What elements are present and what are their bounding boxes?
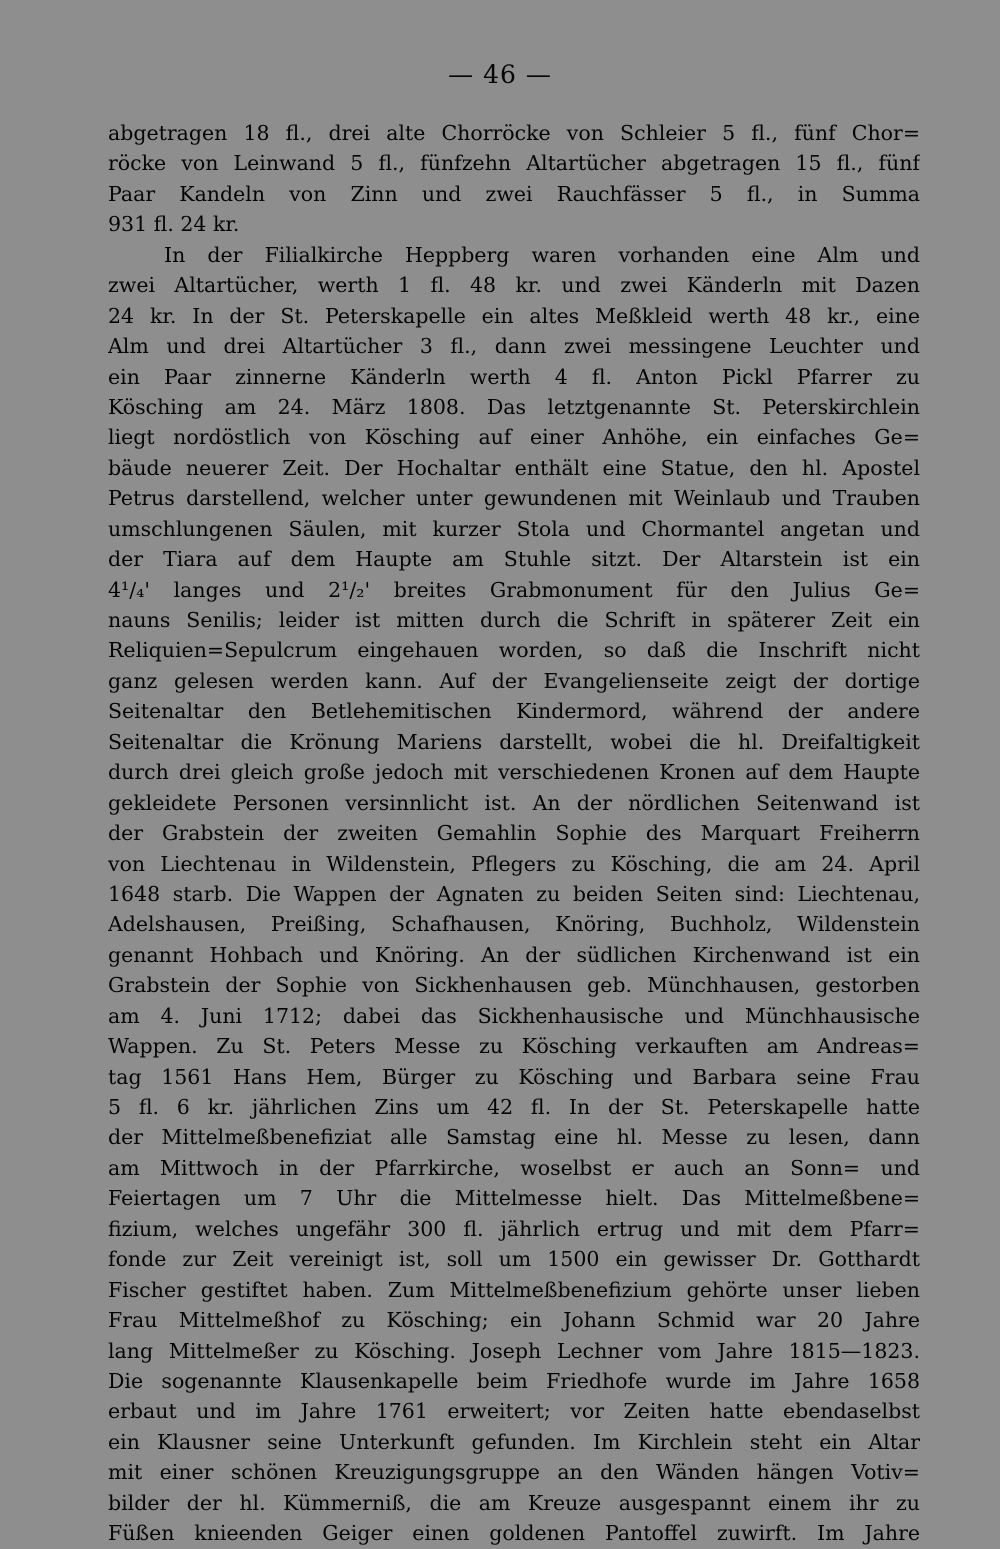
text-line: zwei Altartücher, werth 1 fl. 48 kr. und zwei Känderln mit Dazen xyxy=(108,273,920,298)
text-line: Die sogenannte Klausenkapelle beim Friedhofe wurde im Jahre 1658 xyxy=(108,1368,920,1393)
text-line: Fischer gestiftet haben. Zum Mittelmeßbenefizium gehörte unser lieben xyxy=(108,1277,920,1302)
text-line: 4¹/₄' langes und 2¹/₂' breites Grabmonument für den Julius Ge= xyxy=(108,577,920,602)
text-line: Feiertagen um 7 Uhr die Mittelmesse hielt. Das Mittelmeßbene= xyxy=(108,1186,920,1211)
text-line: mit einer schönen Kreuzigungsgruppe an den Wänden hängen Votiv= xyxy=(108,1460,920,1485)
text-line: Reliquien=Sepulcrum eingehauen worden, so daß die Inschrift nicht xyxy=(108,638,920,663)
text-line: Alm und drei Altartücher 3 fl., dann zwei messingene Leuchter und xyxy=(108,334,920,359)
text-line: ein Paar zinnerne Känderln werth 4 fl. Anton Pickl Pfarrer zu xyxy=(108,364,920,389)
text-line: 24 kr. In der St. Peterskapelle ein altes Meßkleid werth 48 kr., eine xyxy=(108,303,920,328)
text-line: fonde zur Zeit vereinigt ist, soll um 1500 ein gewisser Dr. Gotthardt xyxy=(108,1247,920,1272)
text-line: der Mittelmeßbenefiziat alle Samstag eine hl. Messe zu lesen, dann xyxy=(108,1125,920,1150)
text-line: Petrus darstellend, welcher unter gewundenen mit Weinlaub und Trauben xyxy=(108,486,920,511)
text-line: röcke von Leinwand 5 fl., fünfzehn Altartücher abgetragen 15 fl., fünf xyxy=(108,151,920,176)
text-line: Grabstein der Sophie von Sickhenhausen geb. Münchhausen, gestorben xyxy=(108,973,920,998)
text-line: erbaut und im Jahre 1761 erweitert; vor Zeiten hatte ebendaselbst xyxy=(108,1399,920,1424)
body-text xyxy=(108,118,920,1549)
text-line: Adelshausen, Preißing, Schafhausen, Knöring, Buchholz, Wildenstein xyxy=(108,912,920,937)
page-number: — 46 — xyxy=(448,60,552,89)
text-line: 931 fl. 24 kr. xyxy=(108,212,240,237)
text-line: Paar Kandeln von Zinn und zwei Rauchfässer 5 fl., in Summa xyxy=(108,181,920,206)
text-line: 5 fl. 6 kr. jährlichen Zins um 42 fl. In der St. Peterskapelle hatte xyxy=(108,1095,920,1119)
text-line: durch drei gleich große jedoch mit verschiedenen Kronen auf dem Haupte xyxy=(108,760,920,785)
text-line: ganz gelesen werden kann. Auf der Evangelienseite zeigt der dortige xyxy=(108,668,920,693)
text-line: der Tiara auf dem Haupte am Stuhle sitzt. Der Altarstein ist ein xyxy=(108,547,920,572)
text-line: am 4. Juni 1712; dabei das Sickhenhausische und Münchhausische xyxy=(108,1003,920,1028)
text-line: nauns Senilis; leider ist mitten durch die Schrift in späterer Zeit ein xyxy=(108,608,920,632)
text-line: der Grabstein der zweiten Gemahlin Sophie des Marquart Freiherrn xyxy=(108,821,920,846)
text-line: Kösching am 24. März 1808. Das letztgenannte St. Peterskirchlein xyxy=(108,394,920,419)
text-line: bäude neuerer Zeit. Der Hochaltar enthält eine Statue, den hl. Apostel xyxy=(108,455,920,480)
text-line: genannt Hohbach und Knöring. An der südlichen Kirchenwand ist ein xyxy=(108,942,920,967)
text-line: Seitenaltar die Krönung Mariens darstellt, wobei die hl. Dreifaltigkeit xyxy=(108,729,920,754)
text-line: 1648 starb. Die Wappen der Agnaten zu beiden Seiten sind: Liechtenau, xyxy=(108,881,920,906)
text-line: bilder der hl. Kümmerniß, die am Kreuze ausgespannt einem ihr zu xyxy=(108,1490,920,1515)
text-line: lang Mittelmeßer zu Kösching. Joseph Lechner vom Jahre 1815—1823. xyxy=(108,1338,920,1363)
text-line: Füßen knieenden Geiger einen goldenen Pantoffel zuwirft. Im Jahre xyxy=(108,1521,920,1546)
text-line: fizium, welches ungefähr 300 fl. jährlich ertrug und mit dem Pfarr= xyxy=(108,1216,920,1241)
text-line: In der Filialkirche Heppberg waren vorhanden eine Alm und xyxy=(164,242,920,267)
text-line: umschlungenen Säulen, mit kurzer Stola und Chormantel angetan und xyxy=(108,516,920,541)
text-line: von Liechtenau in Wildenstein, Pflegers zu Kösching, die am 24. April xyxy=(108,851,920,876)
text-line: abgetragen 18 fl., drei alte Chorröcke von Schleier 5 fl., fünf Chor= xyxy=(108,121,920,145)
text-line: Seitenaltar den Betlehemitischen Kindermord, während der andere xyxy=(108,699,920,724)
text-line: liegt nordöstlich von Kösching auf einer Anhöhe, ein einfaches Ge= xyxy=(108,425,920,450)
text-line: Wappen. Zu St. Peters Messe zu Kösching verkauften am Andreas= xyxy=(108,1034,920,1059)
text-line: am Mittwoch in der Pfarrkirche, woselbst er auch an Sonn= und xyxy=(108,1155,920,1180)
text-line: tag 1561 Hans Hem, Bürger zu Kösching und Barbara seine Frau xyxy=(108,1064,920,1089)
text-line: Frau Mittelmeßhof zu Kösching; ein Johann Schmid war 20 Jahre xyxy=(108,1308,920,1333)
text-line: gekleidete Personen versinnlicht ist. An der nördlichen Seitenwand ist xyxy=(108,790,920,815)
text-line: ein Klausner seine Unterkunft gefunden. Im Kirchlein steht ein Altar xyxy=(108,1429,920,1454)
